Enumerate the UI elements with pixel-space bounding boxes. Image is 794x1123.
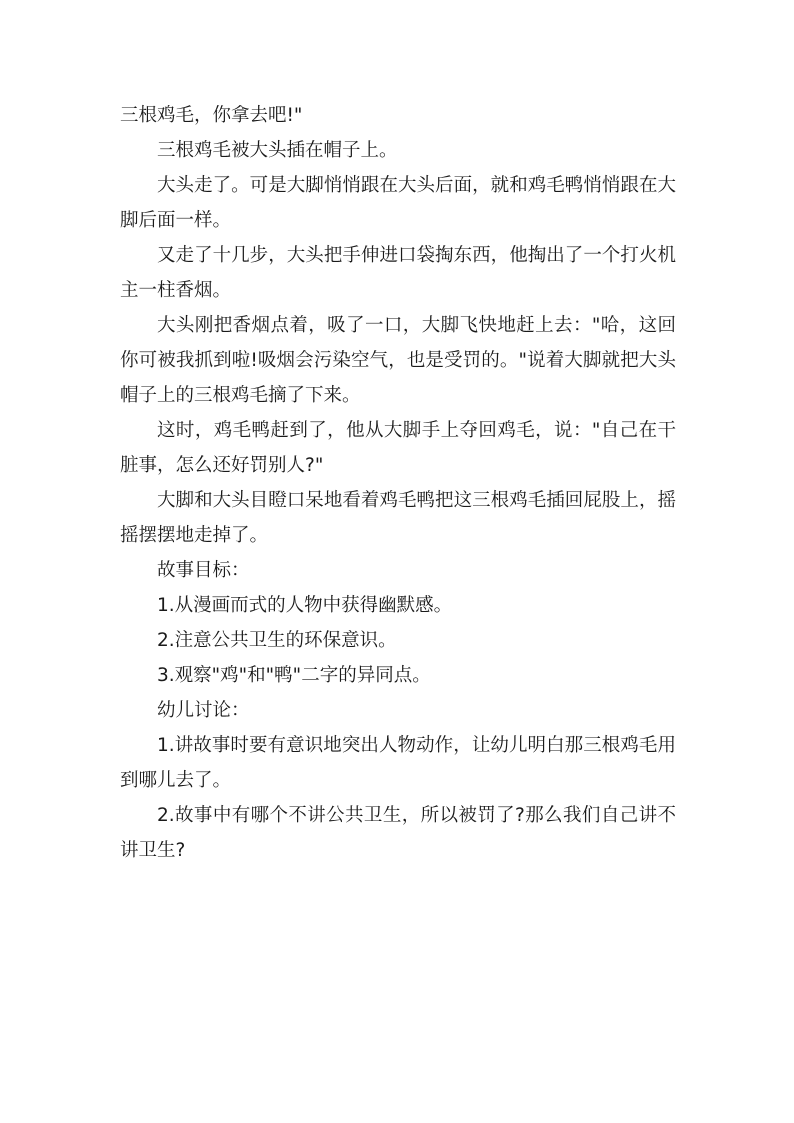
paragraph: 大头刚把香烟点着，吸了一口，大脚飞快地赶上去："哈，这回你可被我抓到啦!吸烟会污染空气，也是受罚的。"说着大脚就把大头帽子上的三根鸡毛摘了下来。 [120, 315, 676, 406]
paragraph: 三根鸡毛被大头插在帽子上。 [157, 140, 398, 161]
paragraph: 又走了十几步，大头把手伸进口袋掏东西，他掏出了一个打火机主一柱香烟。 [120, 245, 676, 301]
discussion-item: 2.故事中有哪个不讲公共卫生，所以被罚了?那么我们自己讲不讲卫生? [120, 805, 676, 861]
document-body [120, 98, 676, 868]
section-heading-story-goals: 故事目标： [157, 560, 250, 581]
paragraph: 大脚和大头目瞪口呆地看着鸡毛鸭把这三根鸡毛插回屁股上，摇摇摆摆地走掉了。 [120, 490, 676, 546]
goal-item: 3.观察"鸡"和"鸭"二字的异同点。 [157, 665, 431, 686]
goal-item: 1.从漫画而式的人物中获得幽默感。 [157, 595, 453, 616]
paragraph: 三根鸡毛，你拿去吧!" [120, 105, 303, 126]
paragraph: 大头走了。可是大脚悄悄跟在大头后面，就和鸡毛鸭悄悄跟在大脚后面一样。 [120, 175, 676, 231]
section-heading-discussion: 幼儿讨论： [157, 700, 250, 721]
discussion-item: 1.讲故事时要有意识地突出人物动作，让幼儿明白那三根鸡毛用到哪儿去了。 [120, 735, 676, 791]
goal-item: 2.注意公共卫生的环保意识。 [157, 630, 397, 651]
paragraph: 这时，鸡毛鸭赶到了，他从大脚手上夺回鸡毛，说："自己在干脏事，怎么还好罚别人?" [120, 420, 676, 476]
